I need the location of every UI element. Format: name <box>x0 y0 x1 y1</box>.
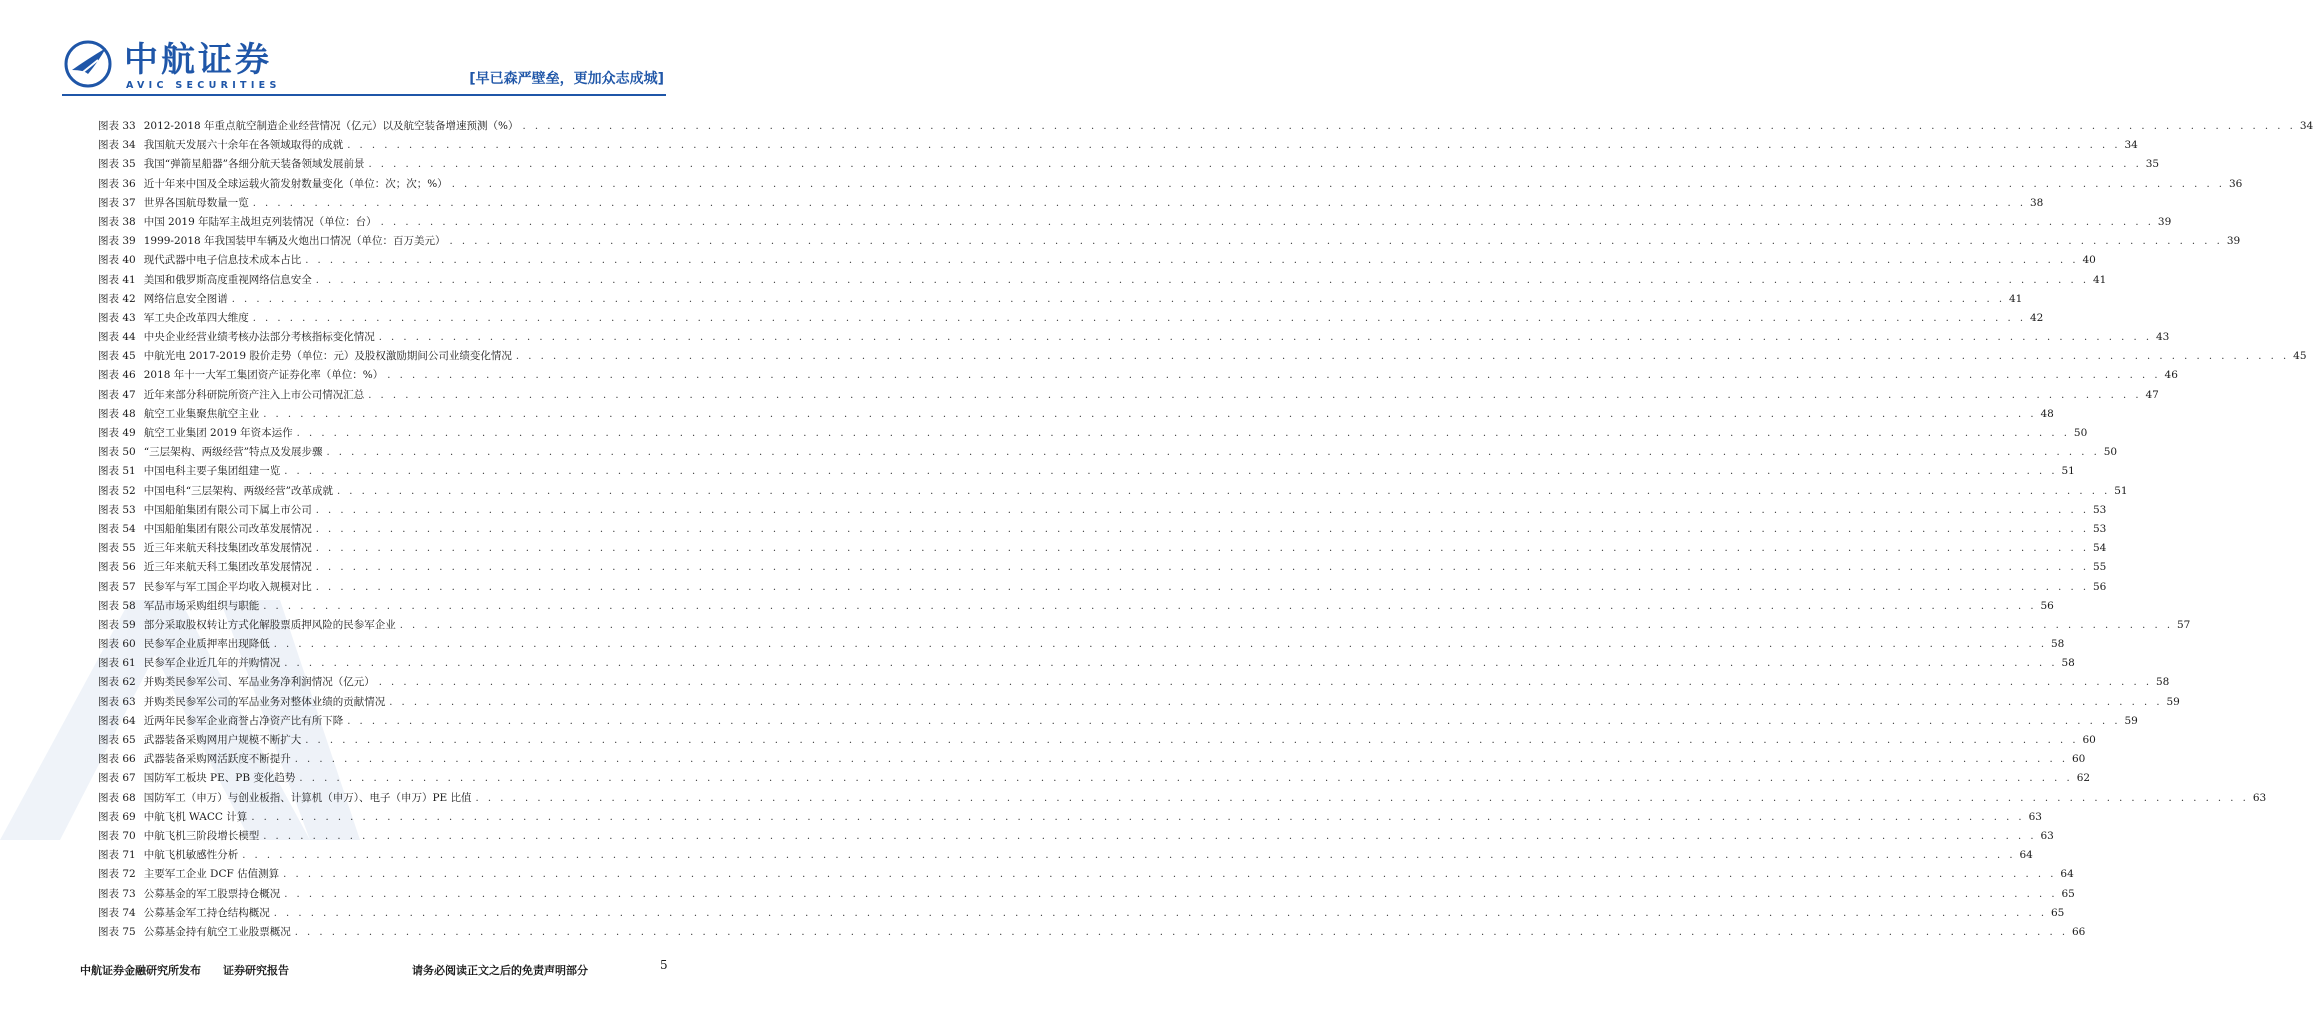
toc-entry-page: 63 <box>2028 810 2042 823</box>
toc-entry-label: 图表 65 <box>98 734 136 746</box>
toc-entry-page: 50 <box>2073 427 2088 439</box>
toc-entry-label: 图表 33 <box>98 120 136 132</box>
toc-entry-page: 58 <box>2061 657 2075 670</box>
toc-leader-dots <box>316 543 2089 554</box>
toc-entry-label: 图表 68 <box>98 791 136 804</box>
toc-entry-title: 美国和俄罗斯高度重视网络信息安全 <box>143 273 312 286</box>
toc-entry[interactable] <box>98 809 2042 828</box>
toc-leader-dots <box>387 370 2160 381</box>
toc-leader-dots <box>263 601 2036 612</box>
toc-entry-page: 59 <box>2124 714 2138 727</box>
toc-leader-dots <box>284 889 2057 900</box>
toc-entry-page: 65 <box>2061 887 2075 900</box>
toc-entry[interactable] <box>98 118 2313 137</box>
toc-entry-page: 41 <box>2093 273 2107 286</box>
toc-entry-title: 中航飞机三阶段增长模型 <box>143 829 260 842</box>
toc-entry-title: 民参军企业质押率出现降低 <box>143 638 270 651</box>
toc-entry[interactable] <box>98 252 2096 271</box>
toc-entry-label: 图表 36 <box>98 177 136 190</box>
toc-entry-page: 54 <box>2093 542 2107 555</box>
toc-entry-page: 55 <box>2093 561 2107 574</box>
toc-entry-title: 中航光电 2017-2019 股价走势（单位：元）及股权激励期间公司业绩变化情况 <box>143 350 512 363</box>
toc-entry-page: 59 <box>2166 695 2180 708</box>
toc-entry-title: 民参军与军工国企平均收入规模对比 <box>143 580 312 593</box>
toc-entry[interactable] <box>98 348 2307 367</box>
toc-entry-title: “三层架构、两级经营”特点及发展步骤 <box>143 446 323 459</box>
toc-leader-dots <box>305 255 2078 266</box>
toc-entry-title: 武器装备采购网活跃度不断提升 <box>143 753 291 766</box>
toc-leader-dots <box>274 639 2047 650</box>
toc-entry-label: 图表 70 <box>98 829 136 842</box>
toc-entry-page: 35 <box>2145 158 2160 171</box>
toc-entry-title: 1999-2018 年我国装甲车辆及火炮出口情况（单位：百万美元） <box>143 235 446 248</box>
toc-entry-label: 图表 67 <box>98 772 136 785</box>
toc-entry-label: 图表 38 <box>98 215 136 228</box>
toc-entry[interactable] <box>98 272 2107 291</box>
toc-entry-label: 图表 58 <box>98 599 136 612</box>
toc-entry-label: 图表 48 <box>98 407 136 420</box>
toc-entry-label: 图表 75 <box>98 925 136 938</box>
toc-leader-dots <box>305 735 2078 746</box>
toc-entry-label: 图表 34 <box>98 139 136 152</box>
toc-entry-label: 图表 49 <box>98 427 136 439</box>
toc-entry-label: 图表 60 <box>98 638 136 651</box>
toc-entry[interactable] <box>98 329 2170 348</box>
toc-leader-dots <box>450 236 2223 247</box>
toc-entry-label: 图表 59 <box>98 618 136 631</box>
toc-entry-label: 图表 45 <box>98 350 136 363</box>
toc-leader-dots <box>347 716 2120 727</box>
toc-leader-dots <box>251 812 2024 823</box>
toc-entry-label: 图表 39 <box>98 235 136 248</box>
toc-leader-dots <box>284 466 2057 477</box>
toc-entry-page: 39 <box>2226 235 2241 248</box>
toc-entry[interactable] <box>98 444 2118 463</box>
toc-entry[interactable] <box>98 579 2107 598</box>
toc-entry-page: 41 <box>2009 292 2023 305</box>
toc-entry-page: 57 <box>2177 618 2191 631</box>
toc-entry-page: 53 <box>2093 522 2107 535</box>
toc-entry-title: 我国“弹箭星船器”各细分航天装备领域发展前景 <box>143 158 365 171</box>
toc-entry-label: 图表 61 <box>98 657 136 670</box>
toc-entry-label: 图表 55 <box>98 542 136 555</box>
toc-entry-title: 公募基金军工持仓结构概况 <box>143 906 270 919</box>
toc-leader-dots <box>400 620 2173 631</box>
toc-entry-label: 图表 71 <box>98 849 136 862</box>
toc-leader-dots <box>523 121 2296 132</box>
toc-entry-title: 武器装备采购网用户规模不断扩大 <box>143 734 302 746</box>
toc-entry-title: 公募基金持有航空工业股票概况 <box>143 925 291 938</box>
toc-leader-dots <box>299 773 2072 784</box>
toc-entry-title: 中国船舶集团有限公司改革发展情况 <box>143 522 312 535</box>
toc-entry[interactable] <box>98 137 2138 156</box>
toc-entry-title: 部分采取股权转让方式化解股票质押风险的民参军企业 <box>143 618 396 631</box>
toc-entry-label: 图表 69 <box>98 810 136 823</box>
toc-entry-page: 40 <box>2082 254 2096 267</box>
page-number: 5 <box>660 958 668 972</box>
toc-entry-title: 近两年民参军企业商誉占净资产比有所下降 <box>143 714 344 727</box>
toc-entry-title: 中航飞机 WACC 计算 <box>143 810 248 823</box>
toc-entry[interactable] <box>98 886 2075 905</box>
toc-entry-page: 48 <box>2040 407 2054 420</box>
toc-entry-title: 我国航天发展六十余年在各领域取得的成就 <box>143 139 344 152</box>
toc-entry-page: 58 <box>2156 676 2170 689</box>
toc-entry-title: 网络信息安全图谱 <box>143 292 228 305</box>
toc-entry[interactable] <box>98 732 2096 751</box>
toc-entry[interactable] <box>98 483 2128 502</box>
toc-entry[interactable] <box>98 866 2074 885</box>
toc-leader-dots <box>253 198 2026 209</box>
toc-entry[interactable] <box>98 674 2170 693</box>
toc-leader-dots <box>337 486 2110 497</box>
toc-entry[interactable] <box>98 751 2086 770</box>
toc-entry-label: 图表 74 <box>98 906 136 919</box>
toc-entry[interactable] <box>98 406 2054 425</box>
toc-entry-title: 近年来部分科研院所资产注入上市公司情况汇总 <box>143 388 365 401</box>
toc-entry-title: 民参军企业近几年的并购情况 <box>143 657 281 670</box>
toc-leader-dots <box>379 332 2152 343</box>
toc-entry-page: 64 <box>2019 849 2033 862</box>
toc-entry[interactable] <box>98 828 2054 847</box>
toc-entry-page: 45 <box>2293 350 2307 363</box>
toc-entry-page: 46 <box>2164 369 2178 382</box>
toc-entry[interactable] <box>98 463 2075 482</box>
toc-entry-label: 图表 66 <box>98 753 136 766</box>
toc-entry-page: 56 <box>2040 599 2054 612</box>
toc-entry-label: 图表 46 <box>98 369 136 382</box>
toc-entry-label: 图表 52 <box>98 484 136 497</box>
toc-entry[interactable] <box>98 233 2241 252</box>
toc-entry-title: 国防军工（申万）与创业板指、计算机（申万）、电子（申万）PE 比值 <box>143 791 472 804</box>
toc-entry-title: 国防军工板块 PE、PB 变化趋势 <box>143 772 296 785</box>
toc-entry[interactable] <box>98 617 2191 636</box>
header-divider <box>62 94 666 96</box>
toc-entry[interactable] <box>98 387 2159 406</box>
toc-leader-dots <box>316 562 2089 573</box>
toc-entry-title: 公募基金的军工股票持仓概况 <box>143 887 281 900</box>
toc-entry-label: 图表 44 <box>98 331 136 344</box>
toc-entry-title: 2012-2018 年重点航空制造企业经营情况（亿元）以及航空装备增速预测（%） <box>143 120 519 132</box>
toc-entry-page: 43 <box>2156 331 2170 344</box>
toc-entry-page: 38 <box>2030 196 2044 209</box>
toc-leader-dots <box>316 505 2089 516</box>
toc-entry-page: 62 <box>2076 772 2091 785</box>
header-slogan: [早已森严壁垒，更加众志成城] <box>469 71 664 87</box>
toc-entry-label: 图表 40 <box>98 254 136 267</box>
toc-leader-dots <box>316 275 2089 286</box>
toc-entry[interactable] <box>98 655 2075 674</box>
logo-english-name: AVIC SECURITIES <box>126 80 281 91</box>
toc-entry[interactable] <box>98 176 2243 195</box>
toc-entry-page: 66 <box>2072 925 2086 938</box>
toc-leader-dots <box>263 409 2036 420</box>
toc-entry-label: 图表 57 <box>98 580 136 593</box>
toc-entry-label: 图表 54 <box>98 522 136 535</box>
toc-entry[interactable] <box>98 790 2267 809</box>
footer-disclaimer: 请务必阅读正文之后的免责声明部分 <box>412 964 588 977</box>
toc-entry-title: 中国电科“三层架构、两级经营”改革成就 <box>143 484 333 497</box>
toc-entry[interactable] <box>98 367 2178 386</box>
toc-entry-title: 中国电科主要子集团组建一览 <box>143 465 281 478</box>
toc-entry-title: 近三年来航天科工集团改革发展情况 <box>143 561 312 574</box>
toc-entry[interactable] <box>98 636 2065 655</box>
toc-leader-dots <box>274 908 2047 919</box>
toc-leader-dots <box>326 447 2099 458</box>
toc-entry[interactable] <box>98 770 2091 789</box>
toc-entry-page: 53 <box>2093 503 2107 516</box>
toc-entry-title: 并购类民参军公司的军品业务对整体业绩的贡献情况 <box>143 695 386 708</box>
toc-entry-page: 51 <box>2114 484 2128 497</box>
logo-chinese-name: 中航证券 <box>124 40 272 80</box>
toc-entry-page: 63 <box>2252 791 2267 804</box>
toc-leader-dots <box>295 927 2068 938</box>
toc-entry-title: 军工央企改革四大维度 <box>143 311 249 324</box>
toc-entry-page: 34 <box>2299 120 2313 132</box>
toc-entry-label: 图表 62 <box>98 676 136 689</box>
page-header <box>0 0 724 100</box>
toc-entry-page: 63 <box>2040 829 2054 842</box>
toc-leader-dots <box>476 793 2249 804</box>
toc-entry-label: 图表 53 <box>98 503 136 516</box>
toc-leader-dots <box>295 754 2068 765</box>
toc-entry-title: 近三年来航天科技集团改革发展情况 <box>143 542 312 555</box>
toc-entry-label: 图表 41 <box>98 273 136 286</box>
toc-leader-dots <box>283 869 2056 880</box>
toc-entry-page: 34 <box>2124 139 2138 152</box>
toc-leader-dots <box>242 850 2015 861</box>
toc-leader-dots <box>452 179 2225 190</box>
toc-entry-label: 图表 73 <box>98 887 136 900</box>
toc-entry-title: 中国 2019 年陆军主战坦克列装情况（单位：台） <box>143 215 377 228</box>
toc-leader-dots <box>389 697 2162 708</box>
toc-entry[interactable] <box>98 502 2107 521</box>
toc-entry-label: 图表 56 <box>98 561 136 574</box>
toc-entry[interactable] <box>98 310 2044 329</box>
toc-entry-title: 中国船舶集团有限公司下属上市公司 <box>143 503 312 516</box>
toc-entry-page: 64 <box>2060 868 2074 881</box>
toc-entry[interactable] <box>98 598 2054 617</box>
toc-entry-label: 图表 37 <box>98 196 136 209</box>
toc-entry-page: 60 <box>2082 734 2096 746</box>
toc-entry-label: 图表 50 <box>98 446 136 459</box>
toc-entry-title: 中航飞机敏感性分析 <box>143 849 239 862</box>
toc-entry[interactable] <box>98 540 2107 559</box>
toc-entry-page: 47 <box>2145 388 2159 401</box>
toc-entry[interactable] <box>98 905 2065 924</box>
toc-entry[interactable] <box>98 195 2044 214</box>
toc-entry-page: 58 <box>2051 638 2065 651</box>
toc-entry-title: 现代武器中电子信息技术成本占比 <box>143 254 302 267</box>
toc-entry-title: 2018 年十一大军工集团资产证券化率（单位：%） <box>143 369 384 382</box>
toc-entry-label: 图表 64 <box>98 714 136 727</box>
footer-publisher: 中航证券金融研究所发布 证券研究报告 <box>80 964 289 977</box>
toc-leader-dots <box>368 159 2141 170</box>
toc-leader-dots <box>297 428 2070 439</box>
toc-leader-dots <box>379 677 2152 688</box>
toc-entry-label: 图表 43 <box>98 311 136 324</box>
figure-list <box>98 118 2313 943</box>
toc-entry[interactable] <box>98 425 2088 444</box>
toc-entry-label: 图表 63 <box>98 695 136 708</box>
toc-entry[interactable] <box>98 291 2023 310</box>
toc-entry[interactable] <box>98 559 2107 578</box>
toc-entry-title: 军品市场采购组织与职能 <box>143 599 260 612</box>
toc-entry-page: 39 <box>2157 215 2172 228</box>
toc-entry[interactable] <box>98 694 2180 713</box>
toc-entry[interactable] <box>98 156 2160 175</box>
toc-leader-dots <box>381 217 2154 228</box>
toc-entry-page: 56 <box>2093 580 2107 593</box>
toc-entry-title: 航空工业集团 2019 年资本运作 <box>143 427 293 439</box>
toc-entry[interactable] <box>98 847 2033 866</box>
avic-logo-icon <box>64 40 112 88</box>
toc-entry-label: 图表 72 <box>98 868 136 881</box>
toc-leader-dots <box>232 294 2005 305</box>
toc-leader-dots <box>347 140 2120 151</box>
toc-entry-page: 65 <box>2051 906 2065 919</box>
toc-leader-dots <box>316 524 2089 535</box>
toc-leader-dots <box>368 390 2141 401</box>
toc-leader-dots <box>316 582 2089 593</box>
toc-entry-title: 近十年来中国及全球运载火箭发射数量变化（单位：次；次；%） <box>143 177 448 190</box>
toc-entry-title: 中央企业经营业绩考核办法部分考核指标变化情况 <box>143 331 375 344</box>
toc-entry-page: 60 <box>2072 753 2086 766</box>
toc-leader-dots <box>263 831 2036 842</box>
toc-entry[interactable] <box>98 713 2138 732</box>
toc-entry-title: 世界各国航母数量一览 <box>143 196 249 209</box>
toc-entry[interactable] <box>98 924 2086 943</box>
toc-entry-label: 图表 42 <box>98 292 136 305</box>
toc-leader-dots <box>284 658 2057 669</box>
toc-leader-dots <box>253 313 2026 324</box>
toc-entry-label: 图表 35 <box>98 158 136 171</box>
toc-entry-label: 图表 51 <box>98 465 136 478</box>
toc-entry-title: 并购类民参军公司、军品业务净利润情况（亿元） <box>143 676 375 689</box>
toc-entry-title: 主要军工企业 DCF 估值测算 <box>143 868 280 881</box>
toc-entry-page: 42 <box>2030 311 2044 324</box>
toc-entry[interactable] <box>98 521 2107 540</box>
toc-entry-page: 51 <box>2061 465 2075 478</box>
toc-entry[interactable] <box>98 214 2172 233</box>
toc-entry-page: 50 <box>2103 446 2118 459</box>
toc-entry-page: 36 <box>2228 177 2243 190</box>
toc-entry-label: 图表 47 <box>98 388 136 401</box>
toc-entry-title: 航空工业集聚焦航空主业 <box>143 407 260 420</box>
toc-leader-dots <box>516 351 2289 362</box>
